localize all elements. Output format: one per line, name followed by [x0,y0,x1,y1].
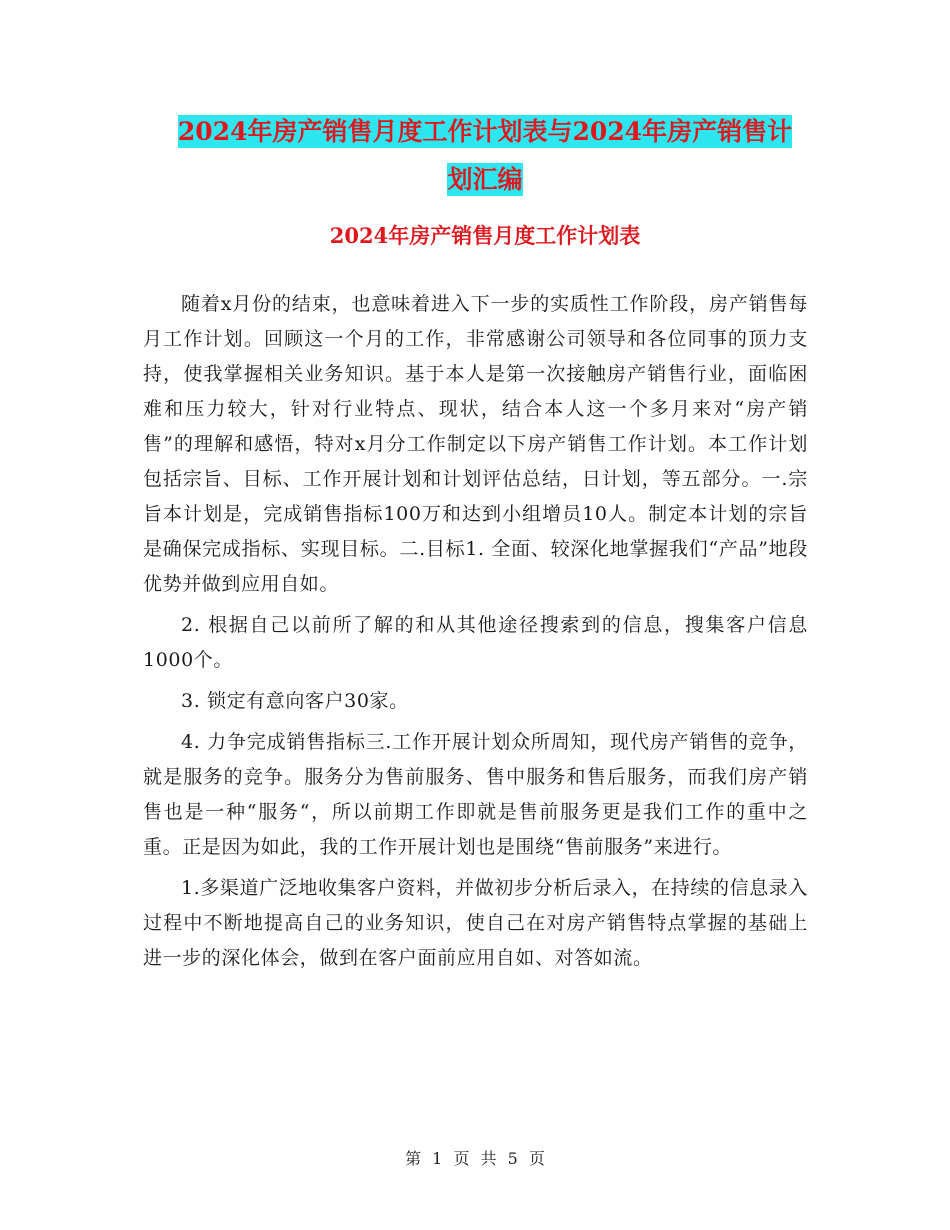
paragraph: 1.多渠道广泛地收集客户资料，并做初步分析后录入，在持续的信息录入过程中不断地提高自己的业务知识，使自己在对房产销售特点掌握的基础上进一步的深化体会，做到在客户面前应用自如、对答如流。 [143,877,808,969]
document-title-line2: 划汇编 [447,165,523,194]
document-body [143,287,808,982]
paragraph: 2. 根据自己以前所了解的和从其他途径搜索到的信息，搜集客户信息1000个。 [143,614,808,671]
paragraph: 3. 锁定有意向客户30家。 [181,690,409,712]
page-footer: 第 1 页 共 5 页 [405,1149,545,1168]
document-title-line1: 2024年房产销售月度工作计划表与2024年房产销售计 [177,117,793,146]
document-title [140,108,830,204]
section-title: 2024年房产销售月度工作计划表 [329,223,641,248]
paragraph: 随着x月份的结束，也意味着进入下一步的实质性工作阶段，房产销售每月工作计划。回顾这一个月的工作，非常感谢公司领导和各位同事的顶力支持，使我掌握相关业务知识。基于本人是第一次接触房产销售行业，面临困难和压力较大，针对行业特点、现状，结合本人这一个多月来对“房产销售”的理解和感悟，特对x月分工作制定以下房产销售工作计划。本工作计划包括宗旨、目标、工作开展计划和计划评估总结，日计划，等五部分。一.宗旨本计划是，完成销售指标100万和达到小组增员10人。制定本计划的宗旨是确保完成指标、实现目标。二.目标1. 全面、较深化地掌握我们“产品”地段优势并做到应用自如。 [143,293,808,595]
paragraph: 4. 力争完成销售指标三.工作开展计划众所周知，现代房产销售的竞争，就是服务的竞争。服务分为售前服务、售中服务和售后服务，而我们房产销售也是一种“服务“，所以前期工作即就是售前服务更是我们工作的重中之重。正是因为如此，我的工作开展计划也是围绕“售前服务”来进行。 [143,731,808,858]
